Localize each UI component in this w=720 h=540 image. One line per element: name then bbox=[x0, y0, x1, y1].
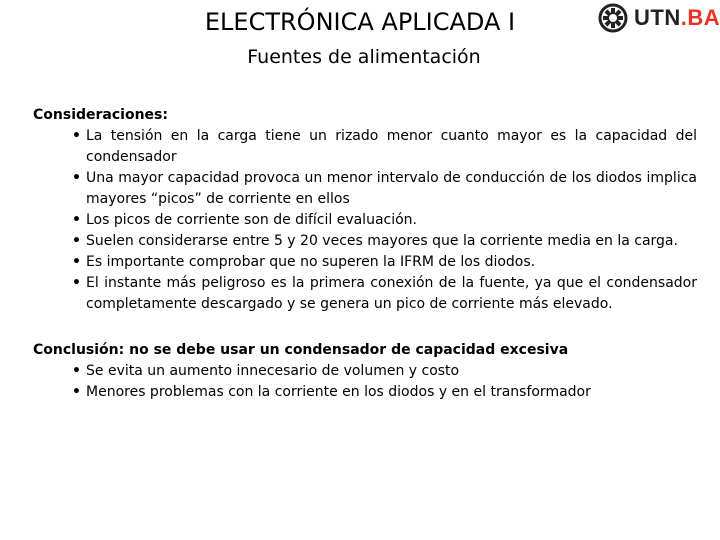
bullet-glyph: • bbox=[72, 233, 81, 249]
list-item bbox=[33, 126, 697, 168]
logo-text-dot: . bbox=[680, 5, 688, 30]
slide-title: ELECTRÓNICA APLICADA I bbox=[204, 8, 516, 36]
conclusion-list bbox=[33, 361, 697, 403]
section-spacer bbox=[33, 315, 697, 340]
list-item bbox=[33, 361, 697, 382]
bullet-glyph: • bbox=[72, 128, 81, 144]
slide-subtitle: Fuentes de alimentación bbox=[247, 46, 481, 68]
list-item-text: Se evita un aumento innecesario de volumen y costo bbox=[86, 363, 460, 379]
bullet-glyph: • bbox=[72, 384, 81, 400]
considerations-list bbox=[33, 126, 697, 315]
bullet-glyph: • bbox=[72, 170, 81, 186]
logo-text-main: UTN bbox=[634, 5, 681, 30]
list-item-text: Menores problemas con la corriente en los diodos y en el transformador bbox=[86, 384, 591, 400]
list-item bbox=[33, 231, 697, 252]
list-item bbox=[33, 273, 697, 315]
list-item bbox=[33, 382, 697, 403]
utn-ba-logo bbox=[598, 2, 720, 34]
bullet-glyph: • bbox=[72, 275, 81, 291]
list-item bbox=[33, 168, 697, 210]
conclusion-heading: Conclusión: no se debe usar un condensador de capacidad excesiva bbox=[33, 342, 569, 358]
list-item-text: Los picos de corriente son de difícil evaluación. bbox=[86, 212, 418, 228]
bullet-glyph: • bbox=[72, 212, 81, 228]
considerations-heading: Consideraciones: bbox=[33, 107, 168, 123]
logo-text bbox=[634, 5, 720, 31]
logo-text-accent: BA bbox=[687, 5, 720, 30]
list-item-text: Suelen considerarse entre 5 y 20 veces mayores que la corriente media en la carga. bbox=[86, 233, 678, 249]
list-item-text: Una mayor capacidad provoca un menor intervalo de conducción de los diodos implica mayores “picos” de corriente en ellos bbox=[86, 170, 697, 207]
slide-body bbox=[33, 105, 697, 403]
bullet-glyph: • bbox=[72, 254, 81, 270]
list-item-text: El instante más peligroso es la primera conexión de la fuente, ya que el condensador completamente descargado y se genera un pico de corriente más elevado. bbox=[86, 275, 697, 312]
list-item bbox=[33, 210, 697, 231]
list-item-text: La tensión en la carga tiene un rizado menor cuanto mayor es la capacidad del condensador bbox=[86, 128, 697, 165]
list-item-text: Es importante comprobar que no superen la IFRM de los diodos. bbox=[86, 254, 536, 270]
utn-gear-logo-icon bbox=[598, 3, 628, 33]
bullet-glyph: • bbox=[72, 363, 81, 379]
list-item bbox=[33, 252, 697, 273]
